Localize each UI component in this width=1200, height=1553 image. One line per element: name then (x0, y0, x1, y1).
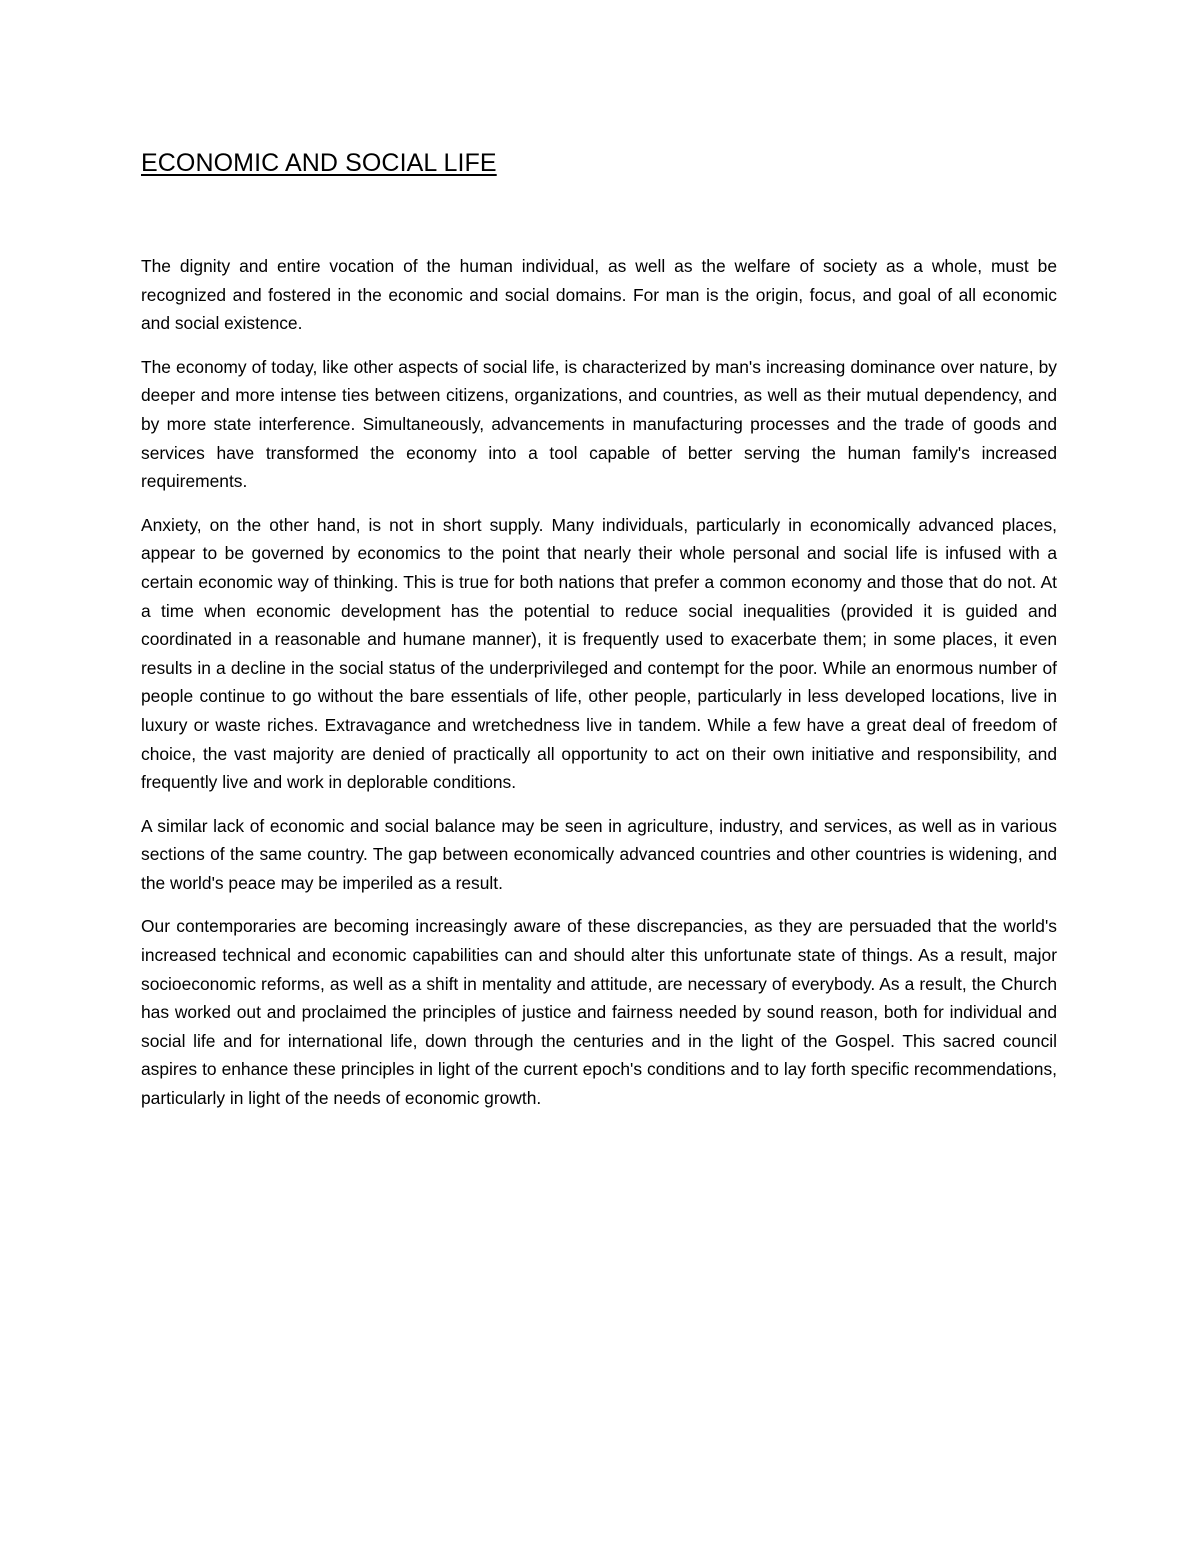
paragraph: Our contemporaries are becoming increasingly aware of these discrepancies, as they are persuaded that the world's increased technical and economic capabilities can and should alter this unfortunate state of things. As a result, major socioeconomic reforms, as well as a shift in mentality and attitude, are necessary of everybody. As a result, the Church has worked out and proclaimed the principles of justice and fairness needed by sound reason, both for individual and social life and for international life, down through the centuries and in the light of the Gospel. This sacred council aspires to enhance these principles in light of the current epoch's conditions and to lay forth specific recommendations, particularly in light of the needs of economic growth. (141, 916, 1057, 1109)
paragraph: Anxiety, on the other hand, is not in short supply. Many individuals, particularly in economically advanced places, appear to be governed by economics to the point that nearly their whole personal and social life is infused with a certain economic way of thinking. This is true for both nations that prefer a common economy and those that do not. At a time when economic development has the potential to reduce social inequalities (provided it is guided and coordinated in a reasonable and humane manner), it is frequently used to exacerbate them; in some places, it even results in a decline in the social status of the underprivileged and contempt for the poor. While an enormous number of people continue to go without the bare essentials of life, other people, particularly in less developed locations, live in luxury or waste riches. Extravagance and wretchedness live in tandem. While a few have a great deal of freedom of choice, the vast majority are denied of practically all opportunity to act on their own initiative and responsibility, and frequently live and work in deplorable conditions. (141, 514, 1057, 793)
document-body (141, 252, 1057, 1113)
paragraph: The dignity and entire vocation of the human individual, as well as the welfare of society as a whole, must be recognized and fostered in the economic and social domains. For man is the origin, focus, and goal of all economic and social existence. (141, 256, 1057, 334)
document-title: ECONOMIC AND SOCIAL LIFE (141, 149, 497, 177)
paragraph: A similar lack of economic and social balance may be seen in agriculture, industry, and services, as well as in various sections of the same country. The gap between economically advanced countries and other countries is widening, and the world's peace may be imperiled as a result. (141, 815, 1057, 893)
document-content (141, 146, 1057, 1113)
paragraph: The economy of today, like other aspects of social life, is characterized by man's increasing dominance over nature, by deeper and more intense ties between citizens, organizations, and countries, as well as their mutual dependency, and by more state interference. Simultaneously, advancements in manufacturing processes and the trade of goods and services have transformed the economy into a tool capable of better serving the human family's increased requirements. (141, 356, 1057, 492)
